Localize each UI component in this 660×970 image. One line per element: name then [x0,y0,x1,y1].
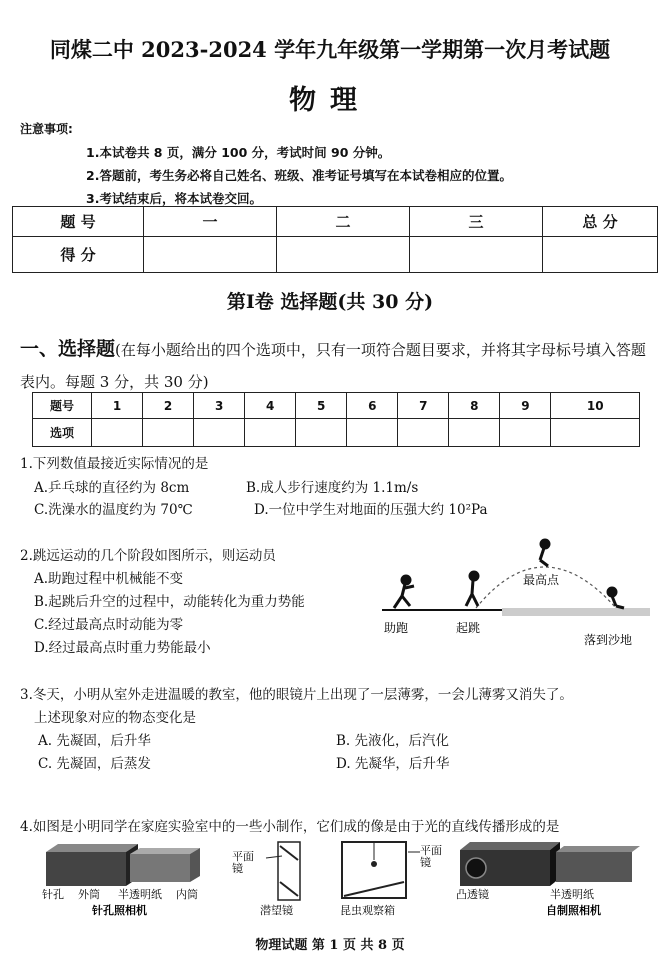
answer-cell[interactable] [347,419,398,447]
figure-caption: 针孔照相机 [92,904,147,917]
note-item: 1.本试卷共 8 页，满分 100 分，考试时间 90 分钟。 [86,145,391,160]
answer-header-label: 题号 [33,393,92,419]
figure-label: 起跳 [456,621,481,635]
score-header-cell: 总 分 [543,207,658,237]
option: C. 先凝固，后蒸发 [38,756,151,772]
answer-number: 1 [92,393,143,419]
notes-title: 注意事项: [20,122,73,136]
option: C.洗澡水的温度约为 70℃ [34,502,193,518]
figure-caption: 昆虫观察箱 [340,904,395,917]
option: C.经过最高点时动能为零 [34,617,184,633]
figure-label: 镜 [232,862,243,875]
note-item: 2.答题前，考生务必将自己姓名、班级、准考证号填写在本试卷相应的位置。 [86,168,512,183]
question-stem: 2.跳远运动的几个阶段如图所示，则运动员 [20,548,276,564]
answer-number: 9 [500,393,551,419]
page-footer: 物理试题 第 1 页 共 8 页 [255,938,405,953]
answer-cell[interactable] [296,419,347,447]
answer-number: 4 [245,393,296,419]
figure-label: 落到沙地 [584,633,633,647]
answer-number: 7 [398,393,449,419]
part-instruction [20,333,652,398]
figure-label: 助跑 [384,621,409,635]
score-header-cell: 一 [144,207,277,237]
question-stem: 4.如图是小明同学在家庭实验室中的一些小制作，它们成的像是由于光的直线传播形成的是 [20,819,560,835]
answer-cell[interactable] [500,419,551,447]
figure-caption: 潜望镜 [260,904,293,917]
option: B.起跳后升空的过程中，动能转化为重力势能 [34,594,305,610]
option: B.成人步行速度约为 1.1m/s [246,480,419,496]
answer-number: 2 [143,393,194,419]
score-header-cell: 二 [277,207,410,237]
answer-cell[interactable] [245,419,296,447]
answer-table [32,392,640,447]
part-heading: 一、选择题 [20,338,116,360]
figure-label: 平面 [420,844,442,857]
option: B. 先液化，后汽化 [336,733,450,749]
score-cell [277,237,410,273]
score-header-cell: 三 [410,207,543,237]
answer-number: 5 [296,393,347,419]
figure-label: 半透明纸 [550,888,594,901]
question-stem: 3.冬天，小明从室外走进温暖的教室，他的眼镜片上出现了一层薄雾，一会儿薄雾又消失了。 [20,687,573,703]
option: A.乒乓球的直径约为 8cm [34,480,190,496]
score-cell [144,237,277,273]
answer-cell[interactable] [449,419,500,447]
answer-row-label: 选项 [33,419,92,447]
answer-cell[interactable] [551,419,640,447]
score-cell [543,237,658,273]
section-title: 第Ⅰ卷 选择题(共 30 分) [226,291,434,313]
figure-label: 最高点 [523,573,560,587]
answer-number: 10 [551,393,640,419]
answer-cell[interactable] [143,419,194,447]
figure-label: 凸透镜 [456,888,489,901]
figure-label: 针孔 [42,888,64,901]
long-jump-figure [378,536,654,652]
question-stem-continued: 上述现象对应的物态变化是 [34,710,196,726]
insect-box-figure [334,838,444,918]
figure-label: 镜 [420,856,431,869]
periscope-figure [226,838,322,918]
answer-number: 8 [449,393,500,419]
note-item: 3.考试结束后，将本试卷交回。 [86,191,262,206]
homemade-camera-figure [454,840,644,918]
figure-caption: 自制照相机 [546,904,601,917]
figure-label: 平面 [232,850,254,863]
score-header-cell: 题 号 [13,207,144,237]
question-stem: 1.下列数值最接近实际情况的是 [20,456,209,472]
subject-title: 物理 [289,85,371,116]
answer-number: 6 [347,393,398,419]
score-row-label: 得 分 [13,237,144,273]
part-instruction-text: (在每小题给出的四个选项中，只有一项符合题目要求，并将其字母标号填入答题表内。每题 3 分，共 30 分) [20,341,646,391]
answer-cell[interactable] [92,419,143,447]
option: D.一位中学生对地面的压强大约 10²Pa [254,502,488,518]
answer-cell[interactable] [194,419,245,447]
figure-label: 半透明纸 [118,888,162,901]
option: D.经过最高点时重力势能最小 [34,640,211,656]
figure-label: 内筒 [176,888,198,901]
option: A. 先凝固，后升华 [38,733,151,749]
score-table [12,206,658,273]
score-cell [410,237,543,273]
exam-title: 同煤二中 2023-2024 学年九年级第一学期第一次月考试题 [49,37,611,62]
option: A.助跑过程中机械能不变 [34,571,184,587]
figure-label: 外筒 [78,888,100,901]
pinhole-camera-figure [40,840,210,918]
option: D. 先凝华，后升华 [336,756,450,772]
answer-number: 3 [194,393,245,419]
answer-cell[interactable] [398,419,449,447]
